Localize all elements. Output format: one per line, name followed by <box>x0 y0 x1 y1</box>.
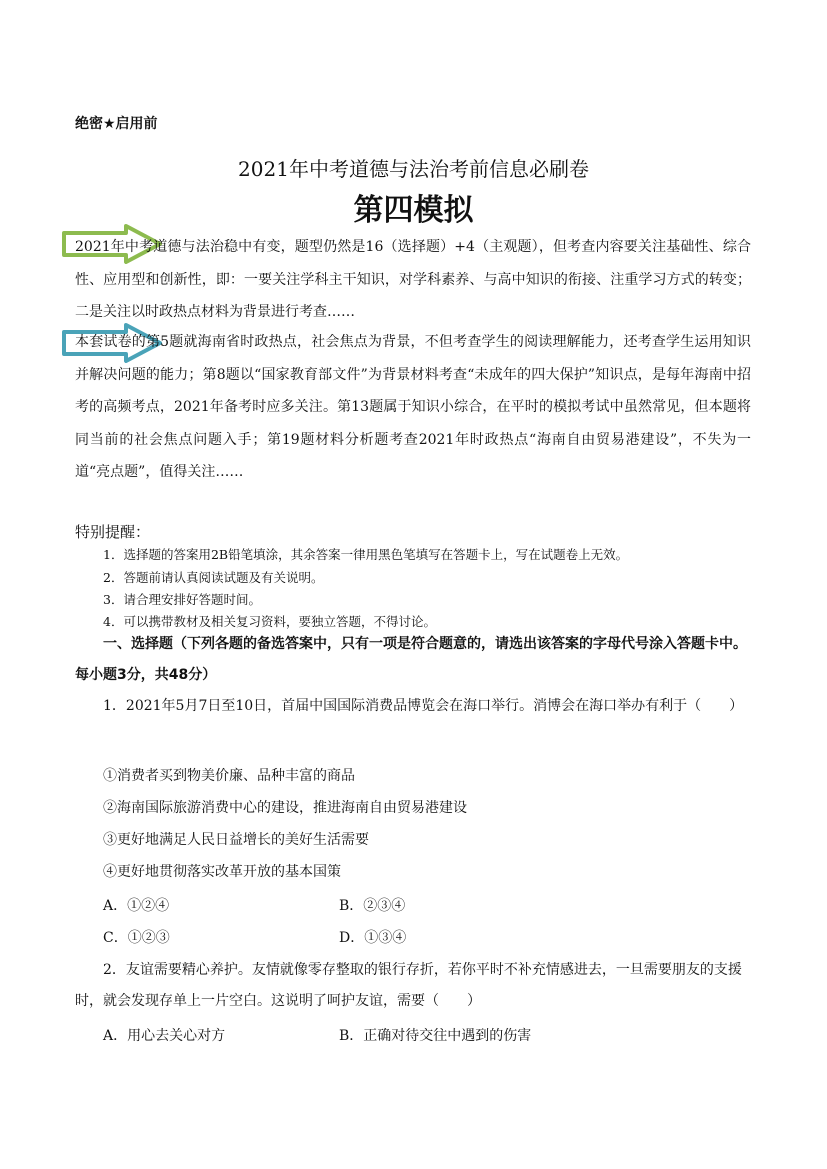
tip-item: 3．请合理安排好答题时间。 <box>103 592 261 607</box>
tip-item: 2．答题前请认真阅读试题及有关说明。 <box>103 570 324 585</box>
question-1-option-b: B．②③④ <box>339 898 406 914</box>
question-1-stem: 1．2021年5月7日至10日，首届中国国际消费品博览会在海口举行。消博会在海口举办有利于（ ） <box>103 698 744 714</box>
question-1-statement: ③更好地满足人民日益增长的美好生活需要 <box>103 832 369 848</box>
question-2-option-b: B．正确对待交往中遇到的伤害 <box>339 1028 532 1044</box>
question-2-option-a: A．用心去关心对方 <box>103 1028 226 1044</box>
question-1-option-a: A．①②④ <box>103 898 170 914</box>
tip-item: 4．可以携带教材及相关复习资料，要独立答题，不得讨论。 <box>103 614 436 629</box>
question-1-option-d: D．①③④ <box>339 930 407 946</box>
page-subtitle: 第四模拟 <box>353 193 474 228</box>
tip-item: 1．选择题的答案用2B铅笔填涂，其余答案一律用黑色笔填写在答题卡上，写在试题卷上无效。 <box>103 547 629 562</box>
intro-paragraph-1: 2021年中考道德与法治稳中有变，题型仍然是16（选择题）+4（主观题），但考查内容要关注基础性、综合性、应用型和创新性，即：一要关注学科主干知识，对学科素养、与高中知识的衔接、注重学习方式的转变；二是关注以时政热点材料为背景进行考查…… <box>75 239 751 320</box>
intro-paragraph-2: 本套试卷的第5题就海南省时政热点，社会焦点为背景，不但考查学生的阅读理解能力，还考查学生运用知识并解决问题的能力；第8题以“国家教育部文件”为背景材料考查“未成年的四大保护”知识点，是每年海南中招考的高频考点，2021年备考时应多关注。第13题属于知识小综合，在平时的模拟考试中虽然常见，但本题将同当前的社会焦点问题入手；第19题材料分析题考查2021年时政热点“海南自由贸易港建设”，不失为一道“亮点题”，值得关注…… <box>75 334 751 480</box>
page-title: 2021年中考道德与法治考前信息必刷卷 <box>238 157 589 181</box>
tips-heading: 特别提醒： <box>75 523 151 541</box>
section-heading: 一、选择题（下列各题的备选答案中，只有一项是符合题意的，请选出该答案的字母代号涂入答题卡中。每小题3分，共48分） <box>75 636 747 683</box>
question-2-stem: 2．友谊需要精心养护。友情就像零存整取的银行存折，若你平时不补充情感进去，一旦需要朋友的支援时，就会发现存单上一片空白。这说明了呵护友谊，需要（ ） <box>75 962 742 1009</box>
question-1-statement: ①消费者买到物美价廉、品种丰富的商品 <box>103 768 355 784</box>
confidential-label: 绝密★启用前 <box>75 116 158 132</box>
question-1-option-c: C．①②③ <box>103 930 170 946</box>
question-1-statement: ④更好地贯彻落实改革开放的基本国策 <box>103 864 341 880</box>
question-1-statement: ②海南国际旅游消费中心的建设，推进海南自由贸易港建设 <box>103 800 467 816</box>
